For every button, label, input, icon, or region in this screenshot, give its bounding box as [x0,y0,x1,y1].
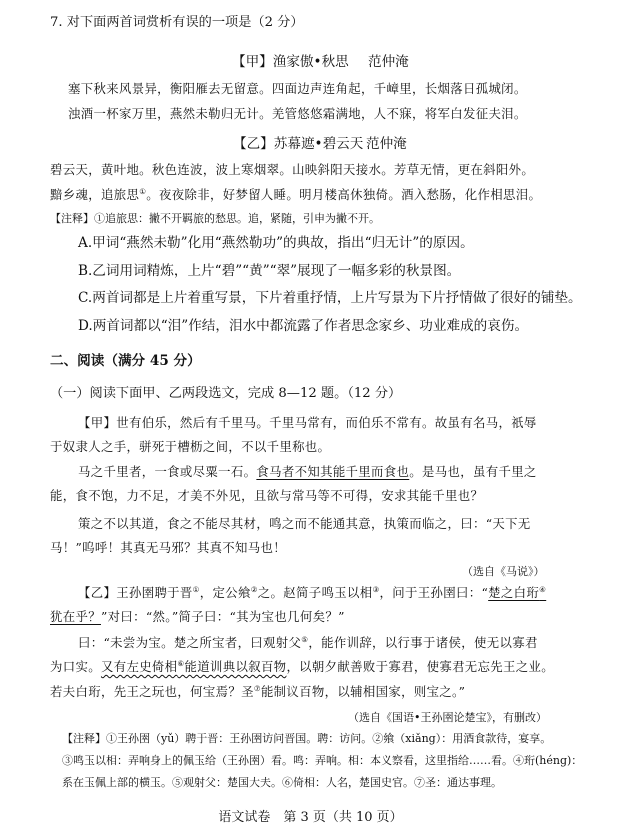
text-b-p1-line-1: 【乙】王孙圉聘于晋①，定公飨②之。赵简子鸣玉以相③，问于王孙圉曰：“楚之白珩④ [78,585,547,600]
text-b-p2-line-2: 为口实。又有左史倚相⑥能道训典以叙百物，以朝夕献善败于寡君，使寡君无忘先王之业。 [50,659,554,674]
poem-b-line-2: 黯乡魂，追旅思①。夜夜除非，好梦留人睡。明月楼高休独倚。酒入愁肠，化作相思泪。 [50,187,542,202]
text-b-p1-line-2: 犹在乎？”对曰：“然。”简子曰：“其为宝也几何矣？” [50,609,345,624]
text-a-p1-line-1: 【甲】世有伯乐，然后有千里马。千里马常有，而伯乐不常有。故虽有名马，祇辱 [78,415,537,430]
poem-annotation: 【注释】①追旅思：撇不开羁旅的愁思。追，紧随，引申为撇不开。 [50,212,380,225]
poem-a-line-1: 塞下秋来风景异，衡阳雁去无留意。四面边声连角起，千嶂里，长烟落日孤城闭。 [68,81,527,96]
text-a-p3-line-2: 马！”呜呼！其真无马邪？其真不知马也！ [50,540,287,555]
poem-a-line-2: 浊酒一杯家万里，燕然未勒归无计。羌管悠悠霜满地，人不寐，将军白发征夫泪。 [68,106,527,121]
poem-b-author: 范仲淹 [366,136,407,152]
poem-a-title: 【甲】渔家傲•秋思 [232,54,349,70]
option-c: C.两首词都是上片着重写景，下片着重抒情，上片写景为下片抒情做了很好的铺垫。 [78,290,582,306]
underlined-phrase: 楚之白珩④ [488,585,547,600]
section-reading-header: 二、阅读（满分 45 分） [50,353,201,369]
text-b-source: （选自《国语•王孙圉论楚宝》，有删改） [348,711,547,724]
question-7-stem: 7. 对下面两首词赏析有误的一项是（2 分） [50,15,304,30]
text-a-p2-line-2: 能，食不饱，力不足，才美不外见，且欲与常马等不可得，安求其能千里也？ [50,488,484,503]
underlined-sentence: 食马者不知其能千里而食也 [256,464,410,479]
text-a-p1-line-2: 于奴隶人之手，骈死于槽枥之间，不以千里称也。 [50,439,331,454]
text-b-p2-line-3: 若夫白珩，先王之玩也，何宝焉？圣⑦能制议百物，以辅相国家，则宝之。” [50,684,466,699]
option-a: A.甲词“燕然未勒”化用“燕然勒功”的典故，指出“归无计”的原因。 [78,235,474,251]
part-1-instructions: （一）阅读下面甲、乙两段选文，完成 8—12 题。（12 分） [50,386,402,401]
poem-a-author: 范仲淹 [368,54,409,70]
text-a-p3-line-1: 策之不以其道，食之不能尽其材，鸣之而不能通其意，执策而临之，曰：“天下无 [78,516,531,531]
poem-b-line-1: 碧云天，黄叶地。秋色连波，波上寒烟翠。山映斜阳天接水。芳草无情，更在斜阳外。 [50,162,535,177]
poem-b-title: 【乙】苏幕遮•碧云天 [233,136,364,152]
page-footer: 语文试卷 第 3 页（共 10 页） [218,810,403,825]
option-b: B.乙词用词精炼，上片“碧”“黄”“翠”展现了一幅多彩的秋景图。 [78,263,461,279]
text-b-p2-line-1: 曰：“未尝为宝。楚之所宝者，曰观射父⑤，能作训辞，以行事于诸侯，使无以寡君 [78,635,538,650]
text-a-source: （选自《马说》） [462,565,545,578]
text-b-annotation-line-3: 系在玉佩上部的横玉。⑤观射父：楚国大夫。⑥倚相：人名，楚国史官。⑦圣：通达事理。 [62,776,502,789]
text-b-annotation-line-2: ③鸣玉以相：弄响身上的佩玉给（王孙圉）看。鸣：弄响。相：本义察看，这里指给……看。④珩(héng)： [62,754,583,767]
text-a-p2-line-1: 马之千里者，一食或尽粟一石。食马者不知其能千里而食也。是马也，虽有千里之 [78,464,537,479]
text-b-annotation-line-1: 【注释】①王孙圉（yǔ）聘于晋：王孙圉访问晋国。聘：访问。②飨（xiǎng）：用酒食款待，宴享。 [62,732,552,745]
wavy-underlined-sentence: 又有左史倚相⑥能道训典以叙百物 [100,659,287,674]
option-d: D.两首词都以“泪”作结，泪水中都流露了作者思念家乡、功业难成的哀伤。 [78,318,529,334]
